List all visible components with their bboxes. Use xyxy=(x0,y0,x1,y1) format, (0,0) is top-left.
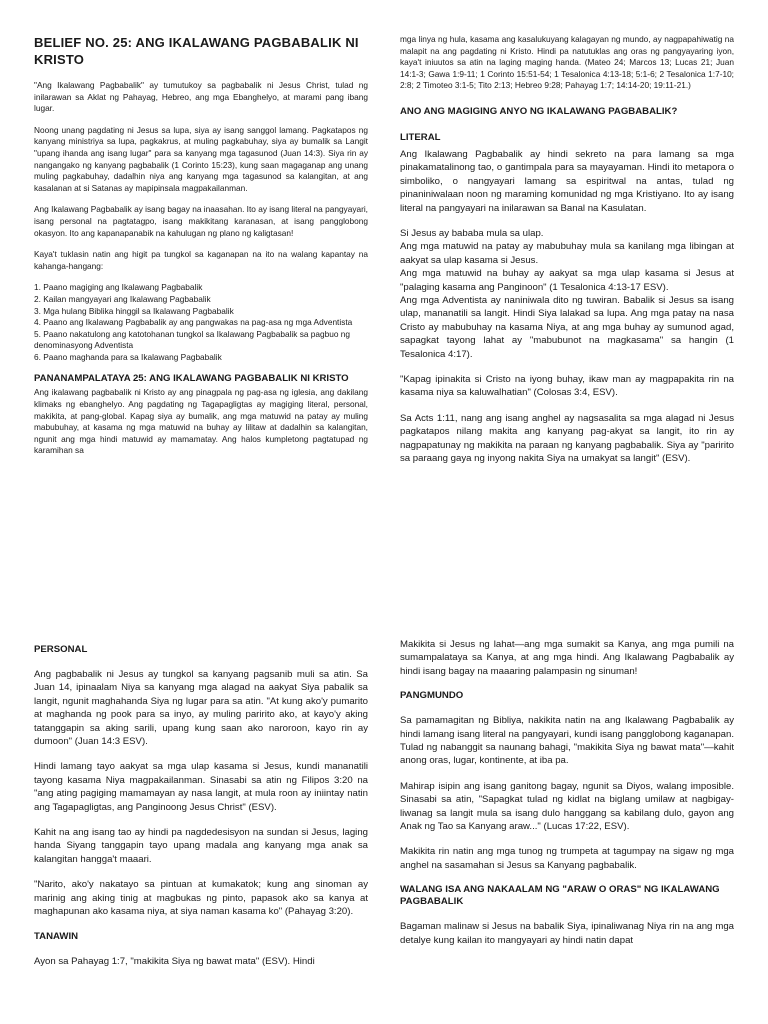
literal-heading: LITERAL xyxy=(400,131,441,143)
section-question-heading: ANO ANG MAGIGING ANYO NG IKALAWANG PAGBABALIK? xyxy=(400,105,678,117)
literal-paragraph: Ang Ikalawang Pagbabalik ay hindi sekreto na para lamang sa mga pinakamatalinong tao, o gantimpala para sa mayayaman. Hindi ito metapora o simboliko, o nangyayari lamang sa espiritwal na antas, tulad ng pinaniniwalaan noon ng maraming komunidad ng mga Kristiyano. Ito ay isang literal na pangyayari na inilarawan sa Banal na Kasulatan. xyxy=(400,148,734,214)
body-paragraph: Ang Ikalawang Pagbabalik ay isang bagay na inaasahan. Ito ay isang literal na pangyayari, isang personal na pagtatagpo, isang makikitang karanasan, at isang pangglobong okasyon. Ito ang kapanapanabik na kahulugan ng plano ng kaligtasan! xyxy=(34,204,368,238)
acts-paragraph: Sa Acts 1:11, nang ang isang anghel ay nagsasalita sa mga alagad ni Jesus pagkatapos nilang makita ang kanyang pag-akyat sa langit, ito rin ay nagpapatunay ng makikita na paraan ng kanyang pagbabalik. Siya ay "paririto sa paraang gaya ng inyong nakita Siya na umakyat sa langit" (ESV). xyxy=(400,412,734,465)
page2-right-column xyxy=(400,638,734,947)
page2-left-column xyxy=(34,644,368,968)
intro-paragraph: "Ang Ikalawang Pagbabalik" ay tumutukoy sa pagbabalik ni Jesus Christ, tulad ng inilarawan sa Aklat ng Pahayag, Hebreo, ang mga Ebanghelyo, at marami pang ibang lugar. xyxy=(34,80,368,114)
topic-list xyxy=(34,282,368,363)
pangmundo-paragraph: Makikita rin natin ang mga tunog ng trumpeta at tagumpay na sigaw ng mga anghel na sasamahan si Jesus sa Kanyang pagbabalik. xyxy=(400,846,734,871)
list-item: 3. Mga hulang Biblika hinggil sa Ikalawang Pagbabalik xyxy=(34,305,234,316)
list-item: 5. Paano nakatulong ang katotohanan tungkol sa Ikalawang Pagbabalik sa pagbuo ng denominasyong Adventista xyxy=(34,328,350,351)
page1-right-column xyxy=(400,34,734,466)
personal-paragraph: Hindi lamang tayo aakyat sa mga ulap kasama si Jesus, kundi mananatili tayong kasama Niya magpakailanman. Sinasabi sa atin ng Filipos 3:20 na "ang ating pagiging mamamayan ay nasa langit, at mula roon ay iniintay natin ang Tagapagligtas, ang Panginoong Jesus Christ" (ESV). xyxy=(34,761,368,813)
list-item: 2. Kailan mangyayari ang Ikalawang Pagbabalik xyxy=(34,293,211,304)
walang-paragraph: Bagaman malinaw si Jesus na babalik Siya, ipinaliwanag Niya rin na ang mga detalye kung kailan ito mangyayari ay hindi natin dapat xyxy=(400,921,734,946)
document-page-2 xyxy=(0,628,768,1024)
pangmundo-heading: PANGMUNDO xyxy=(400,690,464,702)
body-paragraph: Noong unang pagdating ni Jesus sa lupa, siya ay isang sanggol lamang. Pagkatapos ng kanyang ministriya sa lupa, pagkakrus, at muling pagkabuhay, siya ay bumalik sa Langit "upang ihanda ang isang lugar" para sa kanyang mga tagasunod (Juan 14:3). Siya rin ay nangangako ng kanyang pagbabalik (1 Corinto 15:23), kung saan magaganap ang unang muling pagkabuhay, dadalhin niya ang kanyang mga tagasunod sa kalangitan, at ang kasalanan at si Satanas ay mapipinsala magpakailanman. xyxy=(34,124,368,193)
body-paragraph: Kaya't tuklasin natin ang higit pa tungkol sa kaganapan na ito na walang kapantay na kahanga-hangang: xyxy=(34,249,368,271)
personal-paragraph: Kahit na ang isang tao ay hindi pa nagdedesisyon na sundan si Jesus, laging handa Siyang tanggapin tayo upang madala ang kanyang mga anak sa kalangitan hangga't maaari. xyxy=(34,827,368,865)
belief-heading: PANANAMPALATAYA 25: ANG IKALAWANG PAGBABALIK NI KRISTO xyxy=(34,373,349,385)
colossians-quote: "Kapag ipinakita si Cristo na iyong buhay, ikaw man ay magpapakita rin na kasama niya sa kaluwalhatian" (Colosas 3:4, ESV). xyxy=(400,374,734,399)
tanawin-paragraph: Ayon sa Pahayag 1:7, "makikita Siya ng bawat mata" (ESV). Hindi xyxy=(34,955,315,967)
list-item: 1. Paano magiging ang Ikalawang Pagbabalik xyxy=(34,282,203,293)
literal-line: Ang mga matuwid na buhay ay aakyat sa mga ulap kasama si Jesus at "palaging kasama ang Panginoon" (1 Tesalonica 4:13-17 ESV). xyxy=(400,268,734,293)
personal-heading: PERSONAL xyxy=(34,644,88,655)
literal-line: Ang mga matuwid na patay ay mabubuhay mula sa kanilang mga libingan at aakyat sa ulap kasama si Jesus. xyxy=(400,241,734,266)
literal-line: Si Jesus ay bababa mula sa ulap. xyxy=(400,228,544,239)
page-separator xyxy=(0,598,768,628)
personal-paragraph: Ang pagbabalik ni Jesus ay tungkol sa kanyang pagsanib muli sa atin. Sa Juan 14, ipinaalam Niya sa kanyang mga alagad na aakyat Siya pabalik sa langit, ngunit maghahanda Siya ng lugar para sa atin. "At kung ako'y pumarito at maghanda ng pook para sa inyo, ay muling paririto ako, at kayo'y aking tatanggapin sa aking sarili, upang kung saan ako naroroon, kayo rin ay dumoon" (Juan 14:3 ESV). xyxy=(34,669,368,748)
literal-line: Ang mga Adventista ay naniniwala dito ng tuwiran. Babalik si Jesus sa isang ulap, mananatili sa langit. Hindi Siya lalakad sa lupa. Ang mga patay na nasa Cristo ay mabubuhay na kasama Niya, at ang mga buhay ay sumunod agad, sapagkat tayong lahat ay "mabubunot na magkasama" sa hangin (1 Tesalonica 4:17). xyxy=(400,295,734,360)
visibility-paragraph: Makikita si Jesus ng lahat—ang mga sumakit sa Kanya, ang mga pumili na sumampalataya sa Kanya, at ang mga hindi. Ang Ikalawang Pagbabalik ay hindi isang bagay na maaaring palampasin ng sinuman! xyxy=(400,639,734,677)
pangmundo-paragraph: Sa pamamagitan ng Bibliya, nakikita natin na ang Ikalawang Pagbabalik ay hindi lamang isang literal na pangyayari, kundi isang pangglobong kaganapan. Tulad ng nabanggit sa naunang bahagi, "makikita Siya ng bawat mata"—kahit anong oras, lugar, kontinente, at iba pa. xyxy=(400,715,734,767)
pangmundo-paragraph: Mahirap isipin ang isang ganitong bagay, ngunit sa Diyos, walang imposible. Sinasabi sa atin, "Sapagkat tulad ng kidlat na biglang umilaw at nagbigay-liwanag sa langit mula sa isang dulo hanggang sa kabilang dulo, gayon ang Anak ng Tao sa Kanyang araw..." (Lucas 17:22, ESV). xyxy=(400,780,734,833)
revelation-quote: "Narito, ako'y nakatayo sa pintuan at kumakatok; kung ang sinoman ay marinig ang aking tinig at magbukas ng pinto, papasok ako sa kanya at maghapunan ako kasama niya, at siya naman kasama ko" (Pahayag 3:20). xyxy=(34,879,368,918)
literal-lines xyxy=(400,227,734,361)
page1-left-column xyxy=(34,34,368,457)
tanawin-heading: TANAWIN xyxy=(34,930,79,942)
list-item: 6. Paano maghanda para sa Ikalawang Pagbabalik xyxy=(34,351,222,362)
document-title: BELIEF NO. 25: ANG IKALAWANG PAGBABALIK NI KRISTO xyxy=(34,35,359,67)
walang-heading: WALANG ISA ANG NAKAALAM NG "ARAW O ORAS" NG IKALAWANG PAGBABALIK xyxy=(400,884,720,908)
scripture-references: mga linya ng hula, kasama ang kasalukuyang kalagayan ng mundo, ay nagpapahiwatig na malapit na ang pagdating ni Kristo. Hindi pa natutuklas ang oras ng pangyayaring iyon, kaya't iniuutos sa atin na laging maging handa. (Mateo 24; Marcos 13; Lucas 21; Juan 14:1-3; Gawa 1:9-11; 1 Corinto 15:51-54; 1 Tesalonica 4:13-18; 5:1-6; 2 Tesalonica 1:7-10; 2:8; 2 Timoteo 3:1-5; Tito 2:13; Hebreo 9:28; Pahayag 1:7; 14:14-20; 19:11-21.) xyxy=(400,34,734,91)
belief-paragraph: Ang ikalawang pagbabalik ni Kristo ay ang pinagpala ng pag-asa ng iglesia, ang dakilang klimaks ng ebanghelyo. Ang pagdating ng Tagapagligtas ay magiging literal, personal, makikita, at pang-global. Kapag siya ay bumalik, ang mga matuwid na patay ay muling mabubuhay, at kasama ng mga matuwid na buhay ay lilitaw at dadalhin sa kalangitan, ngunit ang mga hindi matuwid ay mamamatay. Ang halos kumpletong pagtatupad ng karamihan sa xyxy=(34,387,368,456)
list-item: 4. Paano ang Ikalawang Pagbabalik ay ang pangwakas na pag-asa ng mga Adventista xyxy=(34,317,353,328)
